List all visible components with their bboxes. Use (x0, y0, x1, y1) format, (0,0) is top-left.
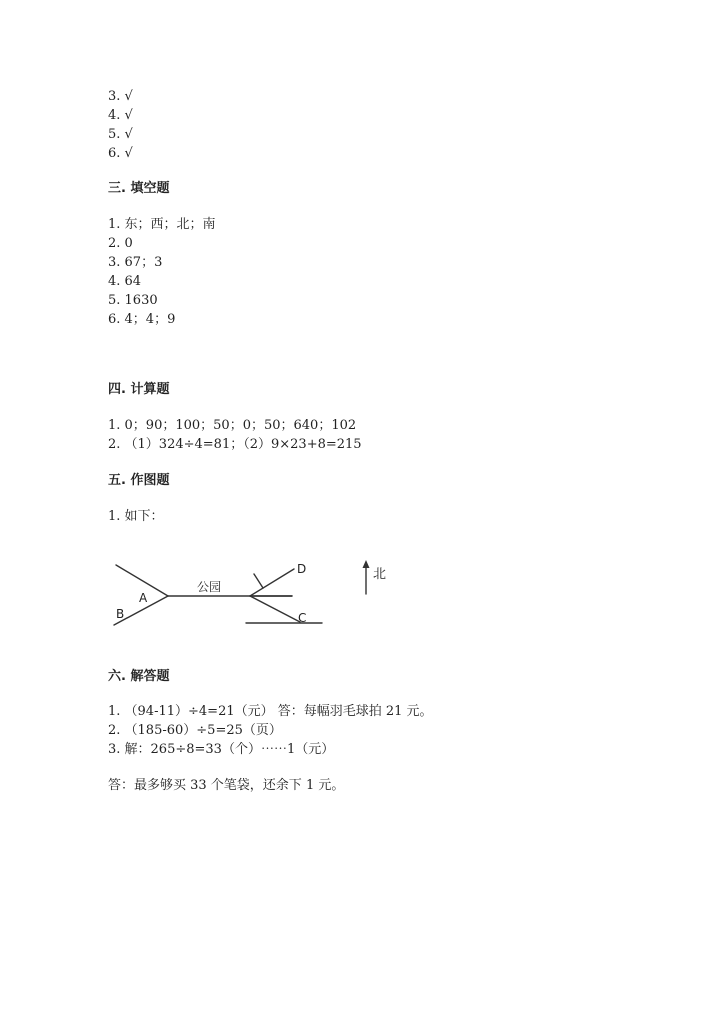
answer-line: 1. 0；90；100；50；0；50；640；102 (108, 418, 357, 433)
north-arrow-icon (363, 560, 370, 568)
answer-line: 3. 解：265÷8=33（个）⋯⋯1（元） (108, 742, 335, 757)
answer-line: 5. √ (108, 127, 133, 142)
answer-line: 3. √ (108, 89, 133, 104)
road-to-d (250, 569, 294, 596)
answer-line: 4. 64 (108, 274, 142, 289)
road-to-c (250, 596, 300, 622)
final-answer: 答：最多够买 33 个笔袋，还余下 1 元。 (108, 778, 345, 793)
answer-line: 2. （1）324÷4=81；（2）9×23+8=215 (108, 437, 362, 452)
answer-line: 3. 67；3 (108, 255, 163, 270)
answer-line: 1. 东；西；北；南 (108, 217, 216, 232)
answer-line: 2. （185-60）÷5=25（页） (108, 723, 282, 738)
answer-line: 4. √ (108, 108, 133, 123)
answer-line: 2. 0 (108, 236, 133, 251)
answer-line: 6. √ (108, 146, 133, 161)
label-d: D (297, 562, 307, 576)
section-title-word-problems: 六. 解答题 (108, 669, 170, 684)
road-branch (254, 574, 263, 588)
section-title-drawing: 五. 作图题 (108, 473, 170, 488)
route-diagram (100, 552, 420, 634)
label-park: 公园 (197, 580, 222, 594)
section-title-fill-blank: 三. 填空题 (108, 181, 170, 196)
answer-line: 1. （94-11）÷4=21（元） 答：每幅羽毛球拍 21 元。 (108, 704, 433, 719)
label-c: C (298, 611, 307, 625)
answer-line: 5. 1630 (108, 293, 158, 308)
answer-line: 6. 4；4；9 (108, 312, 176, 327)
label-north: 北 (373, 567, 387, 582)
label-a: A (139, 591, 148, 605)
drawing-intro: 1. 如下： (108, 509, 164, 524)
section-title-calculation: 四. 计算题 (108, 382, 170, 397)
label-b: B (116, 607, 125, 621)
